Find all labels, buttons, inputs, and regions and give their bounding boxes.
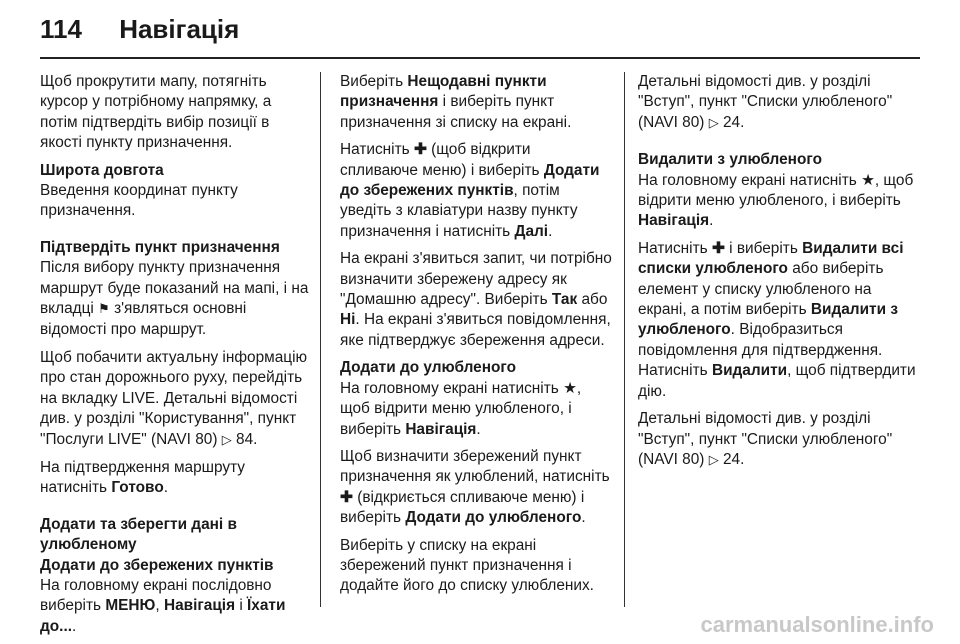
plus-icon: ✚ (340, 488, 353, 506)
paragraph: Детальні відомості див. у розділі "Вступ", пункт "Списки улюбленого" (NAVI 80) ▷ 24. (638, 410, 893, 468)
section-heading: Додати та зберегти дані в улюбленому (40, 515, 237, 554)
page-title: Навігація (119, 14, 240, 44)
page-header (40, 14, 239, 45)
header-rule (40, 57, 920, 59)
paragraph: Детальні відомості див. у розділі "Вступ", пункт "Списки улюбленого" (NAVI 80) ▷ 24. (638, 73, 893, 131)
paragraph: Щоб побачити актуальну інформацію про стан дорожнього руху, перейдіть на вкладку LIVE. Детальні відомості див. у розділі "Користування", пункт "Послуги LIVE" (NAVI 80) ▷ 84. (40, 348, 308, 448)
paragraph: Щоб визначити збережений пункт призначення як улюблений, натисніть ✚ (відкриється спливаюче меню) і виберіть Додати до улюбленого. (340, 447, 610, 527)
column-divider (624, 72, 625, 607)
paragraph: Введення координат пункту призначення. (40, 182, 238, 220)
plus-icon: ✚ (413, 141, 427, 159)
subsection-heading: Додати до збережених пунктів (40, 556, 274, 574)
star-icon: ★ (563, 379, 577, 397)
page-number: 114 (40, 14, 82, 44)
paragraph: На екрані з'явиться запит, чи потрібно визначити збережену адресу як "Домашню адресу". Виберіть Так або Ні. На екрані з'явиться повідомлення, яке підтверджує збереження адреси. (340, 250, 612, 349)
paragraph: На головному екрані послідовно виберіть МЕНЮ, Навігація і Їхати до.... (40, 576, 286, 635)
paragraph: Натисніть ✚ (щоб відкрити спливаюче меню) і виберіть Додати до збережених пунктів, потім уведіть з клавіатури назву пункту призначення і натисніть Далі. (340, 141, 600, 240)
paragraph: На підтвердження маршруту натисніть Готово. (40, 458, 245, 497)
paragraph: Після вибору пункту призначення маршрут буде показаний на мапі, і на вкладці ⚑ з'являться основні відомості про маршрут. (40, 259, 309, 339)
section-heading: Підтвердіть пункт призначення (40, 238, 280, 256)
paragraph: На головному екрані натисніть ★, щоб відрити меню улюбленого, і виберіть Навігація. (340, 379, 582, 438)
paragraph: Виберіть у списку на екрані збережений пункт призначення і додайте його до списку улюблених. (340, 536, 594, 595)
paragraph: Щоб прокрутити мапу, потягніть курсор у потрібному напрямку, а потім підтвердіть вибір позиції в якості пункту призначення. (40, 73, 272, 152)
section-heading: Додати до улюбленого (340, 359, 517, 377)
star-icon: ★ (861, 171, 875, 189)
section-heading: Видалити з улюбленого (638, 151, 822, 169)
page-ref-icon: ▷ (708, 115, 719, 131)
column-2 (340, 72, 612, 604)
column-divider (320, 72, 321, 607)
page-ref-icon: ▷ (708, 452, 719, 468)
paragraph: На головному екрані натисніть ★, щоб відрити меню улюбленого, і виберіть Навігація. (638, 171, 914, 230)
section-heading: Широта довгота (40, 161, 164, 179)
watermark: carmanualsonline.info (700, 612, 934, 637)
flag-icon: ⚑ (98, 302, 110, 318)
paragraph: Виберіть Нещодавні пункти призначення і виберіть пункт призначення зі списку на екрані. (340, 73, 572, 131)
column-1 (40, 72, 312, 644)
plus-icon: ✚ (711, 239, 725, 257)
paragraph: Натисніть ✚ і виберіть Видалити всі списки улюбленого або виберіть елемент у списку улюбленого на екрані, а потім виберіть Видалити з улюбленого. Відобразиться повідомлення для підтвердження. Натисніть Видалити, щоб підтвердити дію. (638, 239, 916, 400)
column-3 (638, 72, 920, 478)
page-ref-icon: ▷ (221, 432, 232, 448)
